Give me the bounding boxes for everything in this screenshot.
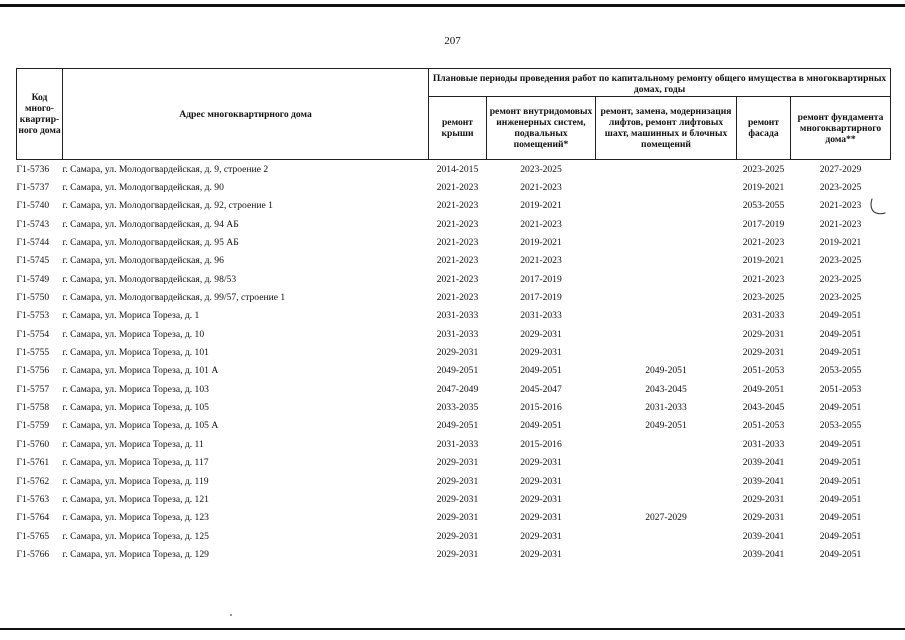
cell-code: Г1-5750 [16, 292, 50, 304]
handwritten-mark [868, 196, 888, 220]
cell-address: г. Самара, ул. Молодогвардейская, д. 96 [62, 255, 224, 267]
cell-elevators: 2027-2029 [645, 512, 687, 524]
cell-facade: 2017-2019 [742, 218, 785, 230]
cell-address: г. Самара, ул. Молодогвардейская, д. 94 АБ [62, 218, 239, 230]
cell-foundation: 2049-2051 [819, 310, 862, 322]
cell-foundation: 2049-2051 [819, 347, 862, 359]
cell-code: Г1-5763 [16, 493, 50, 505]
cell-code: Г1-5749 [16, 273, 50, 285]
scan-speck [230, 614, 232, 616]
header-code: Код много-квартир-ного дома [17, 69, 63, 160]
cell-address: г. Самара, ул. Мориса Тореза, д. 119 [62, 475, 209, 487]
cell-roof: 2029-2031 [436, 530, 479, 542]
table-row [17, 490, 891, 508]
cell-elevators [596, 178, 737, 196]
cell-address: г. Самара, ул. Мориса Тореза, д. 101 А [62, 365, 219, 377]
cell-facade: 2039-2041 [742, 548, 785, 560]
cell-elevators [596, 160, 737, 179]
cell-code: Г1-5737 [16, 182, 50, 194]
cell-foundation: 2019-2021 [819, 237, 862, 249]
cell-address: г. Самара, ул. Молодогвардейская, д. 9, строение 2 [62, 163, 269, 175]
header-periods-group: Плановые периоды проведения работ по капитальному ремонту общего имущества в многоквартирных домах, годы [429, 69, 891, 97]
cell-address: г. Самара, ул. Мориса Тореза, д. 105 А [62, 420, 219, 432]
cell-systems: 2017-2019 [520, 273, 562, 285]
cell-elevators [596, 215, 737, 233]
cell-roof: 2029-2031 [436, 347, 479, 359]
cell-foundation: 2023-2025 [819, 255, 862, 267]
table-row [17, 435, 891, 453]
cell-elevators [596, 472, 737, 490]
table-row [17, 288, 891, 306]
cell-elevators [596, 454, 737, 472]
cell-facade: 2023-2025 [742, 163, 785, 175]
cell-foundation: 2049-2051 [819, 475, 862, 487]
table-row [17, 454, 891, 472]
table-row [17, 545, 891, 563]
cell-address: г. Самара, ул. Мориса Тореза, д. 129 [62, 548, 209, 560]
cell-facade: 2053-2055 [742, 200, 785, 212]
cell-roof: 2021-2023 [436, 218, 479, 230]
cell-facade: 2029-2031 [742, 347, 785, 359]
cell-code: Г1-5743 [16, 218, 50, 230]
cell-roof: 2031-2033 [436, 328, 479, 340]
cell-facade: 2051-2053 [742, 365, 785, 377]
cell-systems: 2029-2031 [520, 493, 562, 505]
cell-foundation: 2049-2051 [819, 548, 862, 560]
cell-elevators: 2031-2033 [645, 402, 687, 414]
cell-systems: 2017-2019 [520, 292, 562, 304]
table-row [17, 417, 891, 435]
cell-code: Г1-5753 [16, 310, 50, 322]
header-elevators: ремонт, замена, модернизация лифтов, ремонт лифтовых шахт, машинных и блочных помещений [596, 97, 737, 160]
cell-elevators [596, 233, 737, 251]
cell-facade: 2029-2031 [742, 493, 785, 505]
cell-systems: 2049-2051 [520, 365, 562, 377]
cell-elevators: 2049-2051 [645, 365, 687, 377]
cell-address: г. Самара, ул. Мориса Тореза, д. 101 [62, 347, 209, 359]
cell-elevators [596, 343, 737, 361]
cell-address: г. Самара, ул. Молодогвардейская, д. 95 АБ [62, 237, 239, 249]
cell-systems: 2029-2031 [520, 457, 562, 469]
cell-systems: 2029-2031 [520, 347, 562, 359]
cell-systems: 2029-2031 [520, 530, 562, 542]
cell-code: Г1-5755 [16, 347, 50, 359]
cell-systems: 2029-2031 [520, 548, 562, 560]
cell-foundation: 2021-2023 [819, 218, 862, 230]
cell-facade: 2039-2041 [742, 530, 785, 542]
cell-code: Г1-5736 [16, 163, 50, 175]
cell-code: Г1-5765 [16, 530, 50, 542]
cell-roof: 2021-2023 [436, 292, 479, 304]
table-row [17, 527, 891, 545]
cell-facade: 2051-2053 [742, 420, 785, 432]
cell-elevators: 2043-2045 [645, 383, 687, 395]
table-row [17, 472, 891, 490]
cell-code: Г1-5758 [16, 402, 50, 414]
cell-roof: 2029-2031 [436, 493, 479, 505]
cell-address: г. Самара, ул. Мориса Тореза, д. 125 [62, 530, 209, 542]
cell-elevators [596, 435, 737, 453]
top-border-rule [0, 4, 905, 7]
table-row [17, 325, 891, 343]
header-address: Адрес многоквартирного дома [63, 69, 429, 160]
cell-roof: 2049-2051 [436, 365, 479, 377]
cell-elevators [596, 270, 737, 288]
cell-address: г. Самара, ул. Мориса Тореза, д. 117 [62, 457, 209, 469]
cell-facade: 2023-2025 [742, 292, 785, 304]
header-roof: ремонт крыши [429, 97, 487, 160]
cell-systems: 2029-2031 [520, 328, 562, 340]
header-foundation: ремонт фундамента многоквартирного дома** [791, 97, 891, 160]
cell-address: г. Самара, ул. Мориса Тореза, д. 123 [62, 512, 209, 524]
cell-facade: 2019-2021 [742, 182, 785, 194]
cell-roof: 2031-2033 [436, 310, 479, 322]
cell-facade: 2031-2033 [742, 310, 785, 322]
cell-systems: 2031-2033 [520, 310, 562, 322]
table-row [17, 270, 891, 288]
cell-foundation: 2021-2023 [819, 200, 862, 212]
cell-code: Г1-5759 [16, 420, 50, 432]
cell-facade: 2031-2033 [742, 438, 785, 450]
table-row [17, 197, 891, 215]
cell-address: г. Самара, ул. Мориса Тореза, д. 10 [62, 328, 205, 340]
cell-foundation: 2049-2051 [819, 328, 862, 340]
cell-foundation: 2051-2053 [819, 383, 862, 395]
cell-code: Г1-5766 [16, 548, 50, 560]
cell-code: Г1-5740 [16, 200, 50, 212]
cell-elevators [596, 527, 737, 545]
cell-foundation: 2023-2025 [819, 292, 862, 304]
cell-systems: 2049-2051 [520, 420, 562, 432]
cell-address: г. Самара, ул. Молодогвардейская, д. 99/57, строение 1 [62, 292, 286, 304]
cell-roof: 2033-2035 [436, 402, 479, 414]
table-row [17, 178, 891, 196]
cell-roof: 2047-2049 [436, 383, 479, 395]
cell-code: Г1-5756 [16, 365, 50, 377]
cell-facade: 2039-2041 [742, 475, 785, 487]
cell-roof: 2014-2015 [436, 163, 479, 175]
cell-roof: 2029-2031 [436, 475, 479, 487]
cell-elevators [596, 490, 737, 508]
cell-systems: 2019-2021 [520, 237, 562, 249]
table-row [17, 398, 891, 416]
cell-foundation: 2049-2051 [819, 530, 862, 542]
cell-systems: 2023-2025 [520, 163, 562, 175]
cell-systems: 2015-2016 [520, 402, 562, 414]
cell-foundation: 2027-2029 [819, 163, 862, 175]
cell-code: Г1-5754 [16, 328, 50, 340]
cell-elevators [596, 307, 737, 325]
cell-systems: 2021-2023 [520, 255, 562, 267]
header-facade: ремонт фасада [737, 97, 791, 160]
header-systems: ремонт внутридомовых инженерных систем, подвальных помещений* [487, 97, 596, 160]
repair-schedule-table [16, 68, 891, 564]
cell-systems: 2045-2047 [520, 383, 562, 395]
cell-systems: 2015-2016 [520, 438, 562, 450]
cell-facade: 2049-2051 [742, 383, 785, 395]
cell-code: Г1-5744 [16, 237, 50, 249]
cell-systems: 2021-2023 [520, 182, 562, 194]
table-row [17, 233, 891, 251]
table-row [17, 160, 891, 179]
cell-roof: 2021-2023 [436, 200, 479, 212]
cell-address: г. Самара, ул. Молодогвардейская, д. 92, строение 1 [62, 200, 273, 212]
cell-systems: 2029-2031 [520, 512, 562, 524]
cell-code: Г1-5761 [16, 457, 50, 469]
table-row [17, 343, 891, 361]
table-row [17, 380, 891, 398]
cell-code: Г1-5760 [16, 438, 50, 450]
cell-roof: 2031-2033 [436, 438, 479, 450]
cell-roof: 2029-2031 [436, 548, 479, 560]
cell-foundation: 2023-2025 [819, 273, 862, 285]
cell-address: г. Самара, ул. Мориса Тореза, д. 11 [62, 438, 204, 450]
cell-foundation: 2049-2051 [819, 493, 862, 505]
cell-elevators [596, 288, 737, 306]
table-row [17, 252, 891, 270]
cell-elevators [596, 252, 737, 270]
table-body [17, 160, 891, 564]
cell-roof: 2029-2031 [436, 512, 479, 524]
cell-roof: 2021-2023 [436, 237, 479, 249]
table-row [17, 509, 891, 527]
cell-code: Г1-5762 [16, 475, 50, 487]
cell-facade: 2019-2021 [742, 255, 785, 267]
table-header [17, 69, 891, 160]
cell-elevators [596, 545, 737, 563]
cell-elevators [596, 325, 737, 343]
cell-address: г. Самара, ул. Мориса Тореза, д. 103 [62, 383, 209, 395]
cell-facade: 2021-2023 [742, 237, 785, 249]
cell-foundation: 2053-2055 [819, 420, 862, 432]
cell-address: г. Самара, ул. Мориса Тореза, д. 1 [62, 310, 200, 322]
cell-foundation: 2049-2051 [819, 438, 862, 450]
cell-address: г. Самара, ул. Мориса Тореза, д. 121 [62, 493, 209, 505]
cell-facade: 2029-2031 [742, 328, 785, 340]
cell-foundation: 2049-2051 [819, 457, 862, 469]
cell-facade: 2021-2023 [742, 273, 785, 285]
cell-foundation: 2053-2055 [819, 365, 862, 377]
cell-roof: 2049-2051 [436, 420, 479, 432]
cell-roof: 2021-2023 [436, 273, 479, 285]
cell-elevators [596, 197, 737, 215]
cell-foundation: 2049-2051 [819, 402, 862, 414]
cell-code: Г1-5764 [16, 512, 50, 524]
cell-address: г. Самара, ул. Молодогвардейская, д. 90 [62, 182, 224, 194]
cell-facade: 2043-2045 [742, 402, 785, 414]
cell-address: г. Самара, ул. Молодогвардейская, д. 98/53 [62, 273, 237, 285]
cell-facade: 2039-2041 [742, 457, 785, 469]
cell-systems: 2021-2023 [520, 218, 562, 230]
cell-foundation: 2049-2051 [819, 512, 862, 524]
cell-elevators: 2049-2051 [645, 420, 687, 432]
cell-roof: 2021-2023 [436, 182, 479, 194]
cell-address: г. Самара, ул. Мориса Тореза, д. 105 [62, 402, 209, 414]
page-number: 207 [444, 35, 461, 47]
cell-code: Г1-5745 [16, 255, 50, 267]
cell-facade: 2029-2031 [742, 512, 785, 524]
cell-systems: 2019-2021 [520, 200, 562, 212]
cell-roof: 2029-2031 [436, 457, 479, 469]
table-row [17, 362, 891, 380]
bottom-border-rule [0, 628, 905, 630]
table-row [17, 215, 891, 233]
cell-foundation: 2023-2025 [819, 182, 862, 194]
table-row [17, 307, 891, 325]
cell-systems: 2029-2031 [520, 475, 562, 487]
cell-code: Г1-5757 [16, 383, 50, 395]
cell-roof: 2021-2023 [436, 255, 479, 267]
